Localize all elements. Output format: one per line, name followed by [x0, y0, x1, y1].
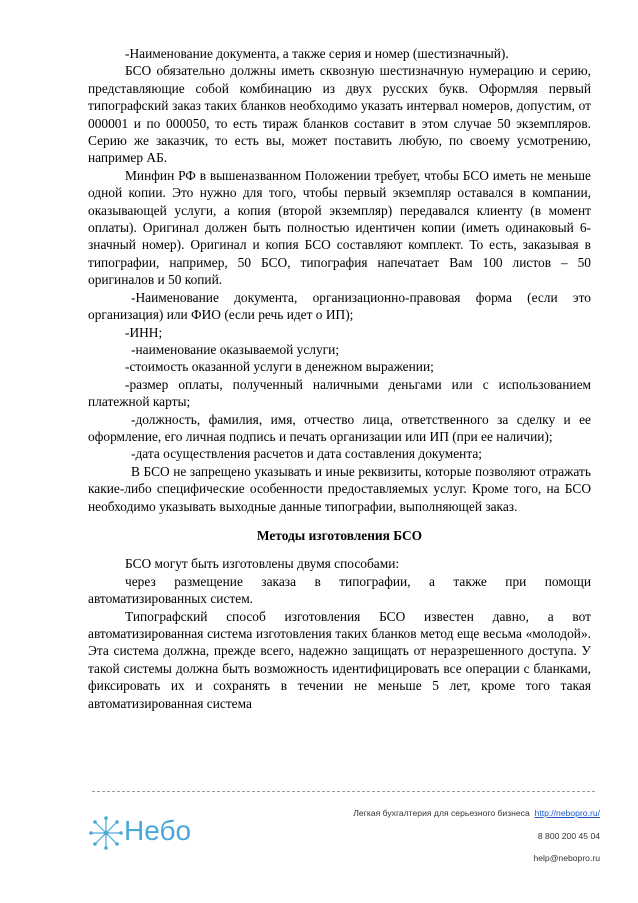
footer-tagline-row [353, 808, 600, 818]
paragraph: -размер оплаты, полученный наличными деньгами или с использованием платежной карты; [88, 376, 591, 410]
logo-text: Небо [124, 815, 192, 846]
footer-phone: 8 800 200 45 04 [537, 831, 600, 841]
paragraph: Минфин РФ в вышеназванном Положении требует, чтобы БСО иметь не меньше одной копии. Это нужно для того, чтобы первый экземпляр оставался в компании, оказывающей услуги, а копия (второй экземпляр) передавался клиенту (в момент оплаты). Оригинал должен быть полностью идентичен копии (иметь одинаковый 6-значный номер). Оригинал и копия БСО составляют комплект. То есть, заказывая в типографии, например, 50 БСО, типография напечатает Вам 100 листов – 50 оригиналов и 50 копий. [88, 167, 591, 288]
paragraph: -Наименование документа, организационно-правовая форма (если это организация) или ФИО (если речь идет о ИП); [88, 289, 591, 323]
paragraph: Типографский способ изготовления БСО известен давно, а вот автоматизированная система изготовления таких бланков метод еще весьма «молодой». Эта система должна, прежде всего, надежно защищать от неразрешенного доступа. У такой системы должна быть возможность идентифицировать все операции с бланками, фиксировать их и сохранять в течении не меньше 5 лет, кроме того такая автоматизированная система [88, 608, 591, 711]
paragraph: -Наименование документа, а также серия и номер (шестизначный). [125, 46, 509, 61]
paragraph: через размещение заказа в типографии, а также при помощи автоматизированных систем. [88, 573, 591, 607]
paragraph: -наименование оказываемой услуги; [131, 341, 340, 357]
paragraph: -ИНН; [125, 324, 163, 340]
nebo-logo[interactable] [88, 811, 198, 857]
document-body [88, 45, 591, 712]
paragraph: -должность, фамилия, имя, отчество лица, ответственного за сделку и ее оформление, его личная подпись и печать организации или ИП (при ее наличии); [88, 411, 591, 444]
footer-divider [92, 791, 595, 792]
footer-site-link[interactable]: http://nebopro.ru/ [534, 808, 600, 818]
paragraph: -стоимость оказанной услуги в денежном выражении; [125, 359, 434, 375]
footer-tagline: Легкая бухгалтерия для серьезного бизнеса [353, 808, 530, 818]
dandelion-icon [88, 815, 124, 851]
paragraph: БСО обязательно должны иметь сквозную шестизначную нумерацию и серию, представляющие собой комбинацию из двух русских букв. Оформляя первый типографский заказ таких бланков необходимо указать интервал номеров, допустим, от 000001 и по 000050, то есть тираж бланков составит в этом случае 50 экземпляров. Серию же заказчик, то есть вы, может поставить любую, по своему усмотрению, например АБ. [88, 63, 591, 166]
section-heading: Методы изготовления БСО [256, 527, 423, 543]
paragraph: -дата осуществления расчетов и дата составления документа; [131, 446, 483, 462]
paragraph: БСО могут быть изготовлены двумя способами: [125, 556, 400, 572]
paragraph: В БСО не запрещено указывать и иные реквизиты, которые позволяют отражать какие-либо специфические особенности предоставляемых услуг. Кроме того, на БСО необходимо указывать выходные данные типографии, выполняющей заказ. [88, 463, 591, 514]
footer-email[interactable]: help@nebopro.ru [533, 853, 600, 863]
